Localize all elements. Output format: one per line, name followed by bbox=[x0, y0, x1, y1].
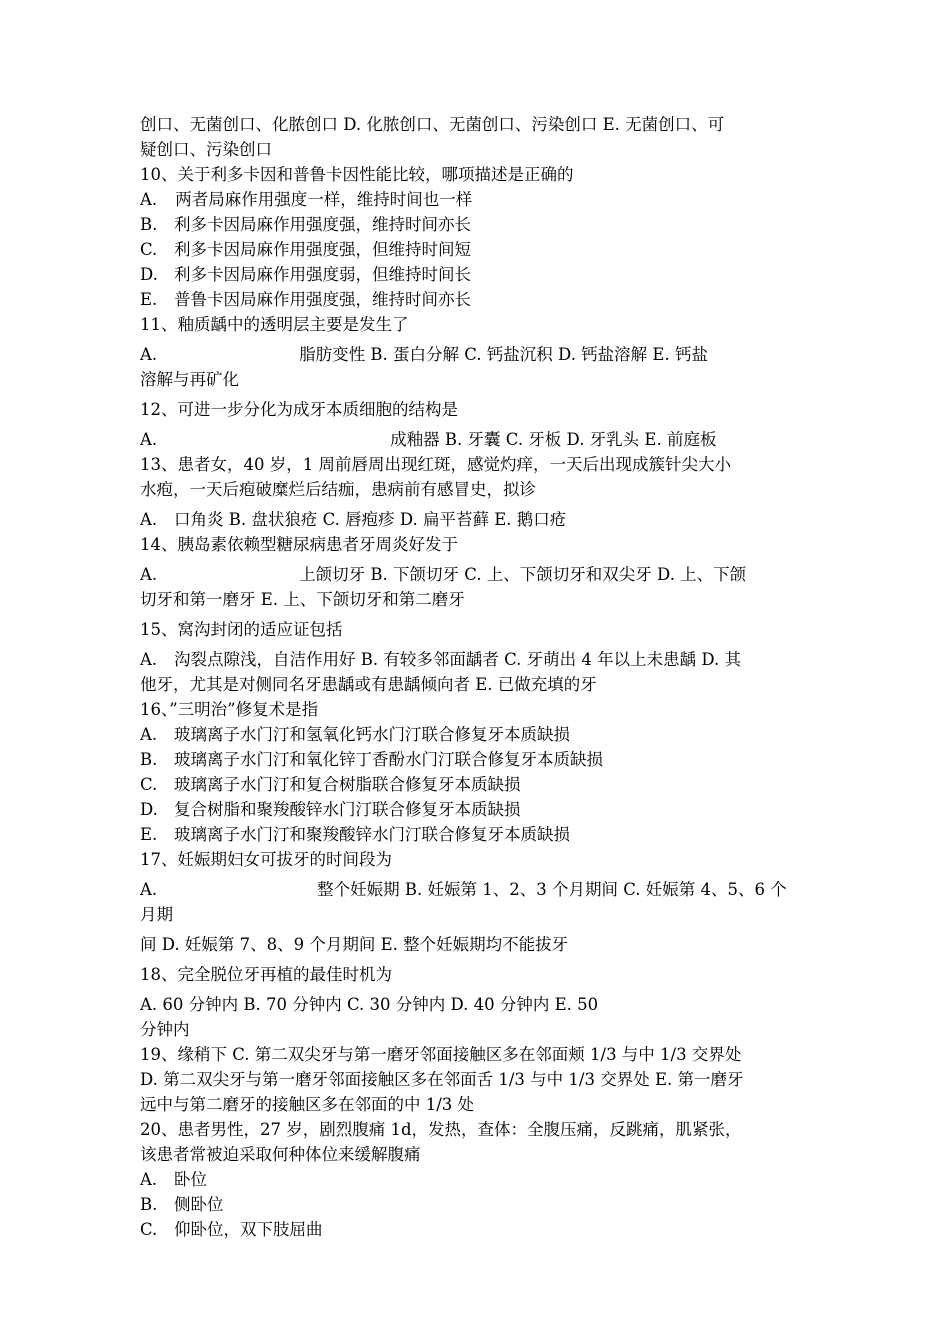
option-e: E. 普鲁卡因局麻作用强度强，维持时间亦长 bbox=[140, 290, 471, 309]
text-line: 月期 bbox=[140, 905, 173, 924]
question-12: 12、可进一步分化为成牙本质细胞的结构是 bbox=[140, 400, 458, 419]
question-13: 13、患者女，40 岁，1 周前唇周出现红斑，感觉灼痒，一天后出现成簇针尖大小 bbox=[140, 455, 731, 474]
option-c: C. 玻璃离子水门汀和复合树脂联合修复牙本质缺损 bbox=[140, 775, 521, 794]
text-line: 水疱，一天后疱破糜烂后结痂，患病前有感冒史，拟诊 bbox=[140, 480, 536, 499]
text-line: 疑创口、污染创口 bbox=[140, 140, 272, 159]
option-row: A. 上颌切牙 B. 下颌切牙 C. 上、下颌切牙和双尖牙 D. 上、下颌 bbox=[140, 565, 747, 584]
option-row: A. 成釉器 B. 牙囊 C. 牙板 D. 牙乳头 E. 前庭板 bbox=[140, 430, 717, 449]
option-c: C. 仰卧位，双下肢屈曲 bbox=[140, 1220, 323, 1239]
text-line: D. 第二双尖牙与第一磨牙邻面接触区多在邻面舌 1/3 与中 1/3 交界处 E. 第一磨牙 bbox=[140, 1070, 744, 1089]
question-15: 15、窝沟封闭的适应证包括 bbox=[140, 620, 343, 639]
question-16: 16、”三明治”修复术是指 bbox=[140, 700, 319, 719]
option-a: A. 卧位 bbox=[140, 1170, 207, 1189]
text-line: 该患者常被迫采取何种体位来缓解腹痛 bbox=[140, 1145, 421, 1164]
question-14: 14、胰岛素依赖型糖尿病患者牙周炎好发于 bbox=[140, 535, 458, 554]
option-b: B. 利多卡因局麻作用强度强，维持时间亦长 bbox=[140, 215, 471, 234]
question-20: 20、患者男性，27 岁，剧烈腹痛 1d，发热，查体：全腹压痛，反跳痛，肌紧张， bbox=[140, 1120, 742, 1139]
option-b: B. 侧卧位 bbox=[140, 1195, 224, 1214]
question-11: 11、釉质龋中的透明层主要是发生了 bbox=[140, 315, 409, 334]
text-line: 远中与第二磨牙的接触区多在邻面的中 1/3 处 bbox=[140, 1095, 475, 1114]
option-row: A. 整个妊娠期 B. 妊娠第 1、2、3 个月期间 C. 妊娠第 4、5、6 个 bbox=[140, 880, 787, 899]
text-line: 他牙，尤其是对侧同名牙患龋或有患龋倾向者 E. 已做充填的牙 bbox=[140, 675, 597, 694]
text-line: 溶解与再矿化 bbox=[140, 370, 239, 389]
text-line: 切牙和第一磨牙 E. 上、下颌切牙和第二磨牙 bbox=[140, 590, 465, 609]
document-body bbox=[140, 112, 820, 1242]
question-18: 18、完全脱位牙再植的最佳时机为 bbox=[140, 965, 392, 984]
question-19: 19、缘稍下 C. 第二双尖牙与第一磨牙邻面接触区多在邻面颊 1/3 与中 1/3 交界处 bbox=[140, 1045, 742, 1064]
option-row: A. 沟裂点隙浅，自洁作用好 B. 有较多邻面龋者 C. 牙萌出 4 年以上未患龋 D. 其 bbox=[140, 650, 741, 669]
question-10: 10、关于利多卡因和普鲁卡因性能比较，哪项描述是正确的 bbox=[140, 165, 574, 184]
option-a: A. 两者局麻作用强度一样，维持时间也一样 bbox=[140, 190, 473, 209]
question-17: 17、妊娠期妇女可拔牙的时间段为 bbox=[140, 850, 392, 869]
option-c: C. 利多卡因局麻作用强度强，但维持时间短 bbox=[140, 240, 471, 259]
option-d: D. 复合树脂和聚羧酸锌水门汀联合修复牙本质缺损 bbox=[140, 800, 521, 819]
option-b: B. 玻璃离子水门汀和氧化锌丁香酚水门汀联合修复牙本质缺损 bbox=[140, 750, 603, 769]
option-row: A. 60 分钟内 B. 70 分钟内 C. 30 分钟内 D. 40 分钟内 E. 50 bbox=[140, 995, 599, 1014]
option-row: A. 脂肪变性 B. 蛋白分解 C. 钙盐沉积 D. 钙盐溶解 E. 钙盐 bbox=[140, 345, 708, 364]
option-d: D. 利多卡因局麻作用强度弱，但维持时间长 bbox=[140, 265, 471, 284]
text-line: 创口、无菌创口、化脓创口 D. 化脓创口、无菌创口、污染创口 E. 无菌创口、可 bbox=[140, 115, 725, 134]
option-row: A. 口角炎 B. 盘状狼疮 C. 唇疱疹 D. 扁平苔藓 E. 鹅口疮 bbox=[140, 510, 567, 529]
text-line: 分钟内 bbox=[140, 1020, 190, 1039]
option-e: E. 玻璃离子水门汀和聚羧酸锌水门汀联合修复牙本质缺损 bbox=[140, 825, 570, 844]
option-a: A. 玻璃离子水门汀和氢氧化钙水门汀联合修复牙本质缺损 bbox=[140, 725, 570, 744]
text-line: 间 D. 妊娠第 7、8、9 个月期间 E. 整个妊娠期均不能拔牙 bbox=[140, 935, 569, 954]
